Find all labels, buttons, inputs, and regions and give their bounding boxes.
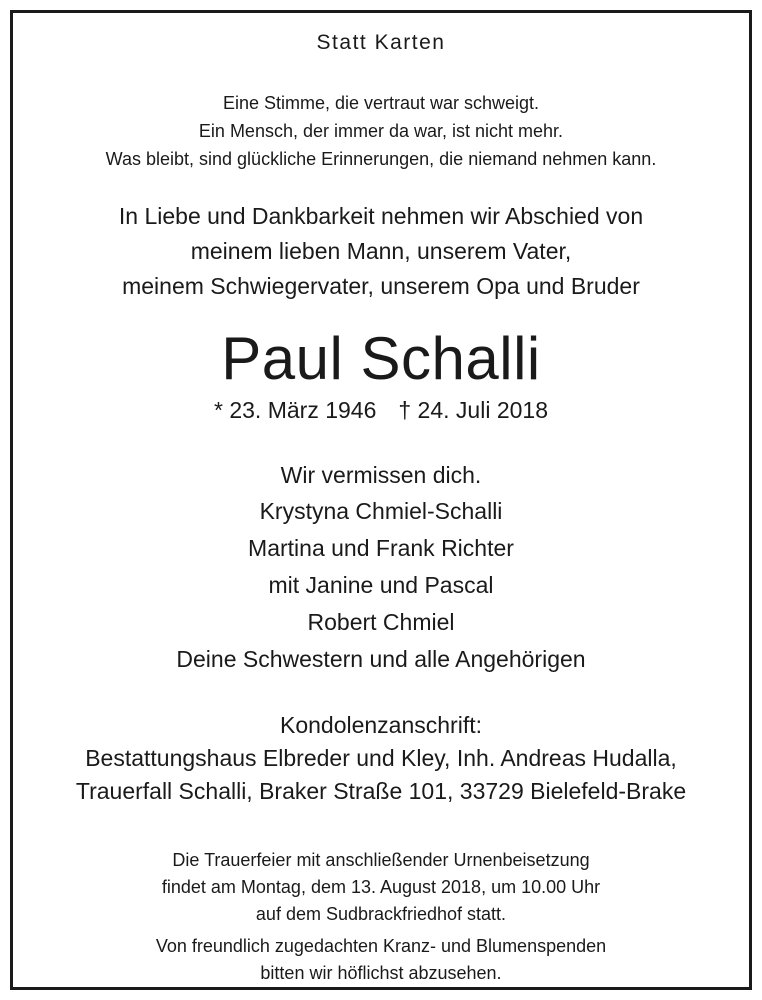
- flowers-line: Von freundlich zugedachten Kranz- und Blumenspenden: [155, 936, 607, 956]
- condolence-line: Trauerfall Schalli, Braker Straße 101, 33729 Bielefeld-Brake: [75, 778, 687, 804]
- miss-line-block: [13, 459, 749, 491]
- intro-text: [13, 199, 749, 304]
- service-line: auf dem Sudbrackfriedhof statt.: [255, 904, 507, 924]
- family-list: [13, 493, 749, 678]
- life-dates: [13, 394, 749, 426]
- family-member: Robert Chmiel: [307, 609, 455, 635]
- family-member: Krystyna Chmiel-Schalli: [259, 498, 503, 524]
- service-line: Die Trauerfeier mit anschließender Urnenbeisetzung: [172, 850, 590, 870]
- miss-line: Wir vermissen dich.: [280, 462, 482, 488]
- deceased-name: Paul Schalli: [221, 325, 541, 392]
- birth-date: * 23. März 1946: [214, 397, 377, 423]
- header-label: Statt Karten: [316, 31, 446, 54]
- condolence-address: [13, 709, 749, 808]
- death-date: † 24. Juli 2018: [398, 397, 548, 423]
- family-member: Deine Schwestern und alle Angehörigen: [176, 646, 586, 672]
- intro-line: meinem lieben Mann, unserem Vater,: [190, 238, 572, 264]
- deceased-name-block: [13, 319, 749, 399]
- service-line: findet am Montag, dem 13. August 2018, um 10.00 Uhr: [161, 877, 601, 897]
- verse: [13, 89, 749, 173]
- service-info: [13, 847, 749, 928]
- header-text: [13, 31, 749, 55]
- intro-line: meinem Schwiegervater, unserem Opa und Bruder: [122, 273, 640, 299]
- flowers-note: [13, 933, 749, 987]
- condolence-label: Kondolenzanschrift:: [279, 712, 482, 738]
- verse-line: Eine Stimme, die vertraut war schweigt.: [222, 93, 540, 113]
- condolence-line: Bestattungshaus Elbreder und Kley, Inh. Andreas Hudalla,: [85, 745, 677, 771]
- verse-line: Was bleibt, sind glückliche Erinnerungen, die niemand nehmen kann.: [105, 149, 657, 169]
- family-member: Martina und Frank Richter: [248, 535, 514, 561]
- flowers-line: bitten wir höflichst abzusehen.: [260, 963, 502, 983]
- family-member: mit Janine und Pascal: [268, 572, 494, 598]
- intro-line: In Liebe und Dankbarkeit nehmen wir Abschied von: [118, 203, 644, 229]
- verse-line: Ein Mensch, der immer da war, ist nicht mehr.: [198, 121, 564, 141]
- obituary-frame: [10, 10, 752, 990]
